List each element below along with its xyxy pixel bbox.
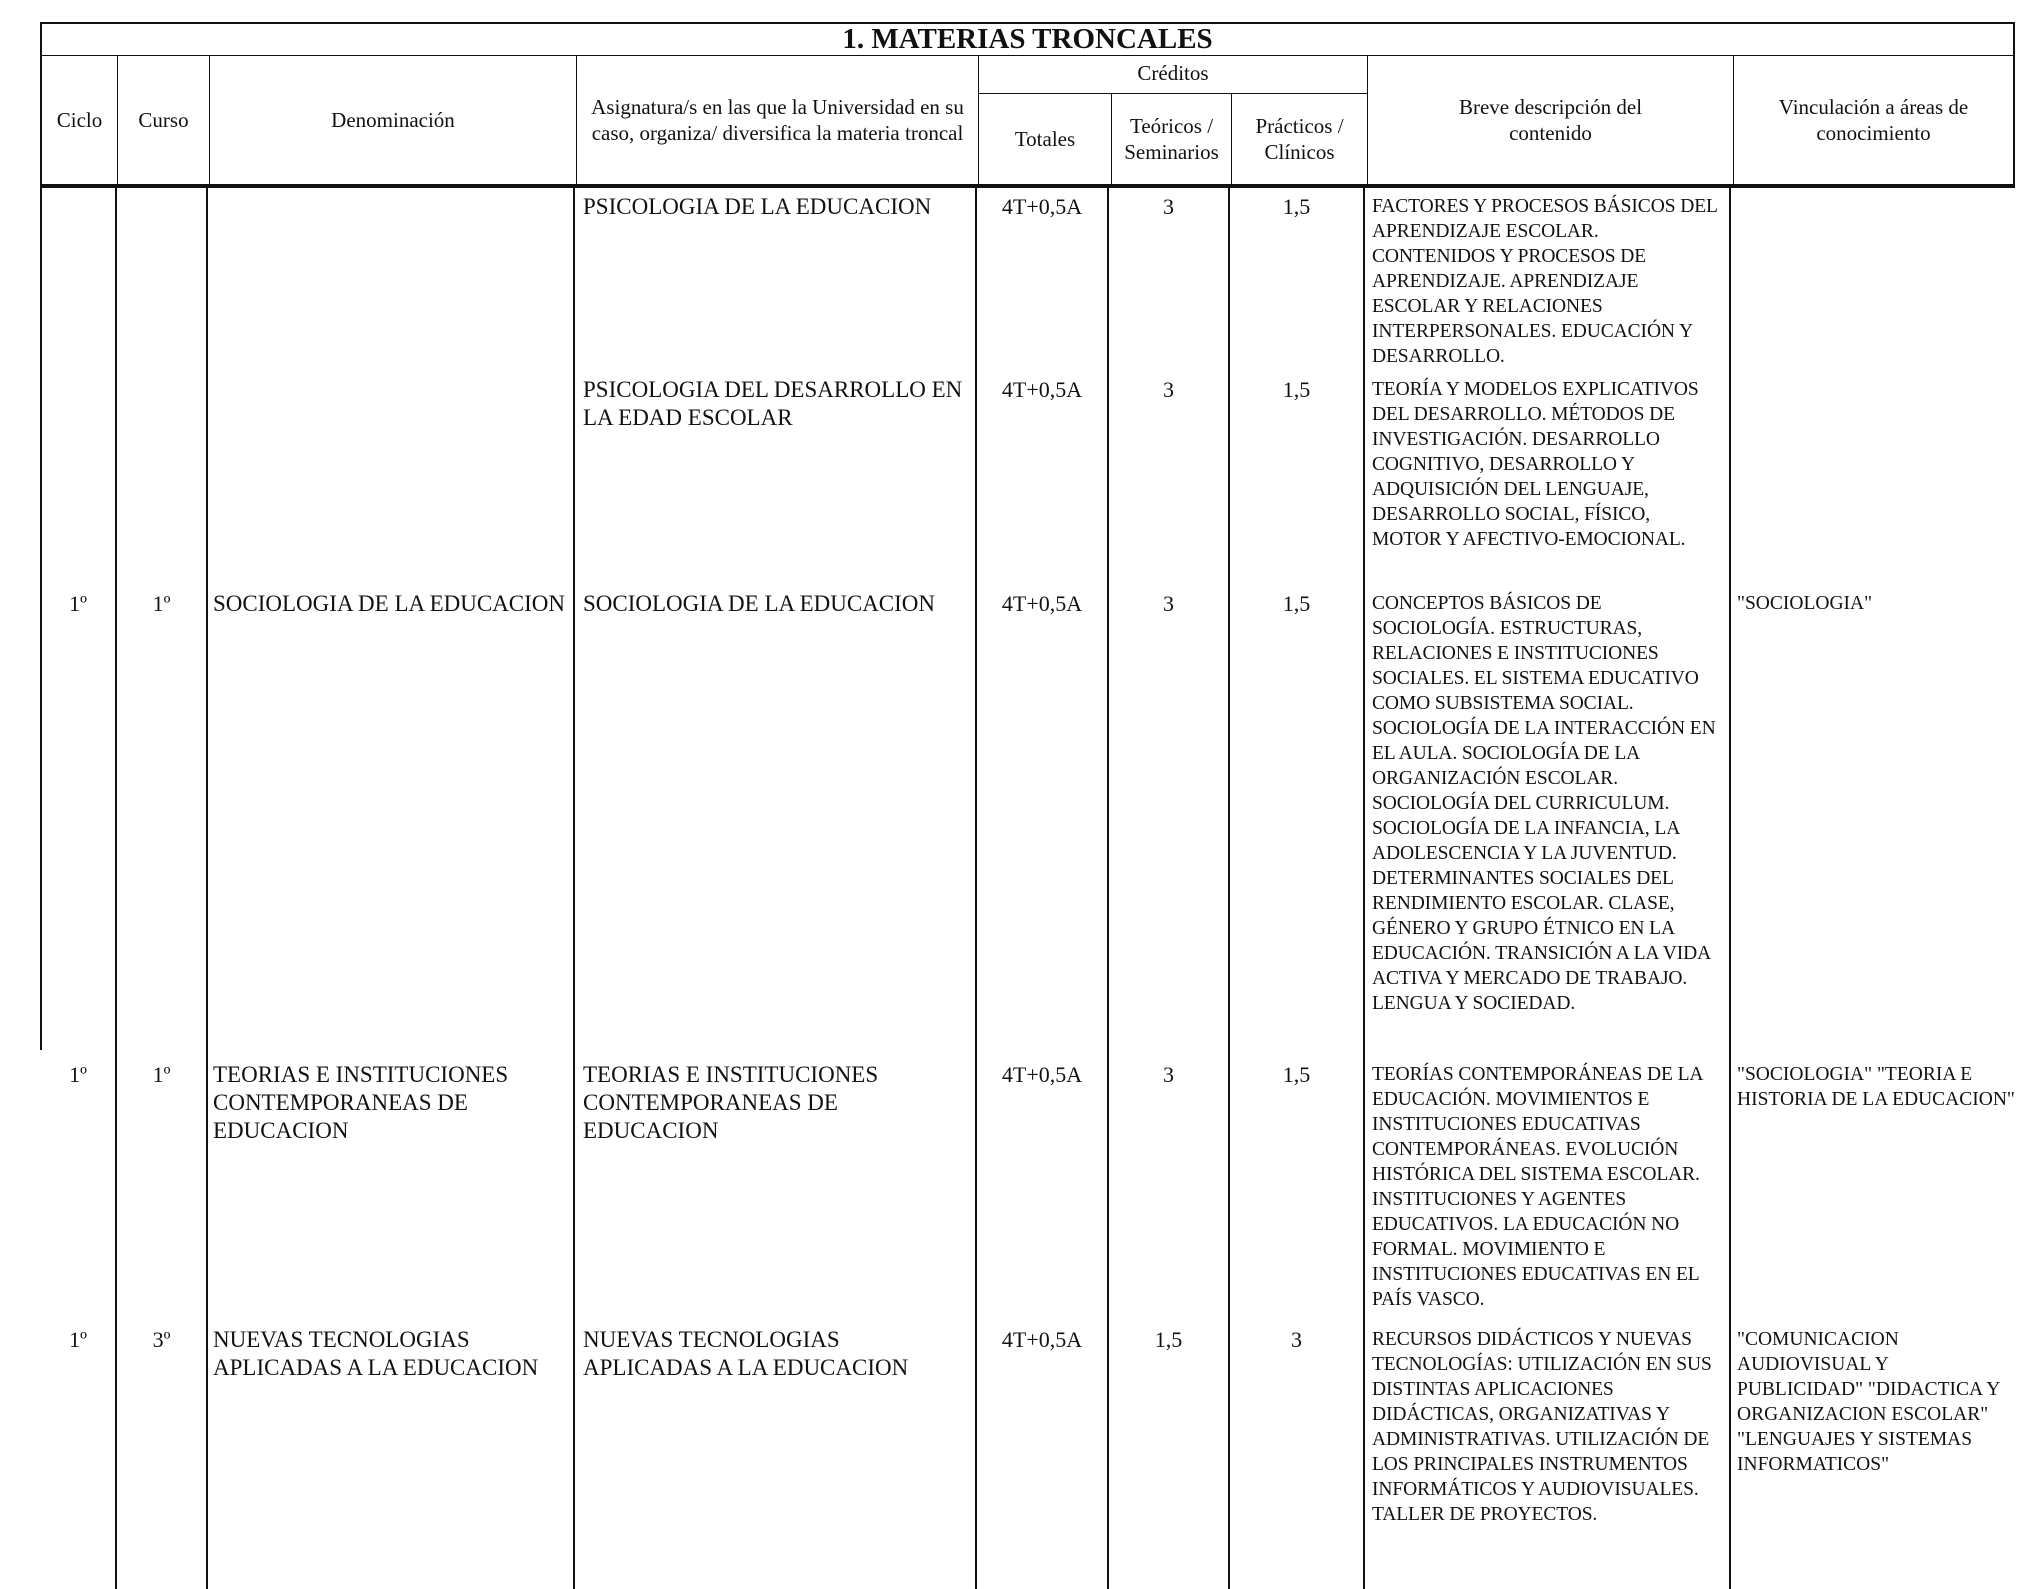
row1-practicos: 1,5 xyxy=(1282,194,1311,219)
body-line-left xyxy=(40,188,42,1050)
row5-curso: 3º xyxy=(152,1327,171,1352)
row3-teoricos: 3 xyxy=(1163,591,1174,616)
row1-totales: 4T+0,5A xyxy=(1001,194,1083,219)
header-descripcion: Breve descripción del contenido xyxy=(1368,56,1734,184)
row4-asignatura: TEORIAS E INSTITUCIONES CONTEMPORANEAS DE EDUCACION xyxy=(583,1062,879,1143)
body-line-descripcion xyxy=(1729,188,1731,1589)
row4-descripcion: TEORÍAS CONTEMPORÁNEAS DE LA EDUCACIÓN. MOVIMIENTOS E INSTITUCIONES EDUCATIVAS CONTEMPORÁNEAS. EVOLUCIÓN HISTÓRICA DEL SISTEMA ESCOLAR. INSTITUCIONES Y AGENTES EDUCATIVOS. LA EDUCACIÓN NO FORMAL. MOVIMIENTO E INSTITUCIONES EDUCATIVAS EN EL PAÍS VASCO. xyxy=(1372,1064,1703,1310)
body-line-ciclo xyxy=(115,188,117,1589)
row2-totales: 4T+0,5A xyxy=(1001,377,1083,402)
row3-asignatura: SOCIOLOGIA DE LA EDUCACION xyxy=(583,591,936,616)
row2-descripcion: TEORÍA Y MODELOS EXPLICATIVOS DEL DESARROLLO. MÉTODOS DE INVESTIGACIÓN. DESARROLLO COGNITIVO, DESARROLLO Y ADQUISICIÓN DEL LENGUAJE, DESARROLLO SOCIAL, FÍSICO, MOTOR Y AFECTIVO-EMOCIONAL. xyxy=(1372,379,1699,550)
row5-asignatura: NUEVAS TECNOLOGIAS APLICADAS A LA EDUCACION xyxy=(583,1327,909,1380)
row4-vinculacion: "SOCIOLOGIA" "TEORIA E HISTORIA DE LA EDUCACION" xyxy=(1737,1064,2015,1110)
header-vinculacion: Vinculación a áreas de conocimiento xyxy=(1778,95,1969,145)
row3-practicos: 1,5 xyxy=(1282,591,1311,616)
row3-vinculacion: "SOCIOLOGIA" xyxy=(1737,593,1873,614)
row3-ciclo: 1º xyxy=(69,591,87,616)
row3-denominacion: SOCIOLOGIA DE LA EDUCACION xyxy=(213,591,566,616)
header-asignatura: Asignatura/s en las que la Universidad en su caso, organiza/ diversifica la materia troncal xyxy=(577,56,979,184)
header-practicos: Prácticos / Clínicos xyxy=(1232,94,1368,184)
row5-teoricos: 1,5 xyxy=(1154,1327,1183,1352)
row3-descripcion: CONCEPTOS BÁSICOS DE SOCIOLOGÍA. ESTRUCTURAS, RELACIONES E INSTITUCIONES SOCIALES. EL SISTEMA EDUCATIVO COMO SUBSISTEMA SOCIAL. SOCIOLOGÍA DE LA INTERACCIÓN EN EL AULA. SOCIOLOGÍA DE LA ORGANIZACIÓN ESCOLAR. SOCIOLOGÍA DEL CURRICULUM. SOCIOLOGÍA DE LA INFANCIA, LA ADOLESCENCIA Y LA JUVENTUD. DETERMINANTES SOCIALES DEL RENDIMIENTO ESCOLAR. CLASE, GÉNERO Y GRUPO ÉTNICO EN LA EDUCACIÓN. TRANSICIÓN A LA VIDA ACTIVA Y MERCADO DE TRABAJO. LENGUA Y SOCIEDAD. xyxy=(1372,593,1716,1014)
row2-teoricos: 3 xyxy=(1163,377,1174,402)
row4-ciclo: 1º xyxy=(69,1062,87,1087)
row4-practicos: 1,5 xyxy=(1282,1062,1311,1087)
row4-teoricos: 3 xyxy=(1163,1062,1174,1087)
header-denominacion: Denominación xyxy=(210,56,577,184)
header-curso: Curso xyxy=(118,56,210,184)
row1-teoricos: 3 xyxy=(1163,194,1174,219)
row3-curso: 1º xyxy=(152,591,171,616)
header-totales: Totales xyxy=(979,94,1112,184)
row4-totales: 4T+0,5A xyxy=(1001,1062,1083,1087)
row2-practicos: 1,5 xyxy=(1282,377,1311,402)
table-title: 1. MATERIAS TRONCALES xyxy=(40,22,2015,56)
body-line-curso xyxy=(206,188,208,1589)
row5-denominacion: NUEVAS TECNOLOGIAS APLICADAS A LA EDUCACION xyxy=(213,1327,539,1380)
row1-asignatura: PSICOLOGIA DE LA EDUCACION xyxy=(583,194,932,219)
row4-curso: 1º xyxy=(152,1062,171,1087)
row5-descripcion: RECURSOS DIDÁCTICOS Y NUEVAS TECNOLOGÍAS: UTILIZACIÓN EN SUS DISTINTAS APLICACIONES DIDÁCTICAS, ORGANIZATIVAS Y ADMINISTRATIVAS. UTILIZACIÓN DE LOS PRINCIPALES INSTRUMENTOS INFORMÁTICOS Y AUDIOVISUALES. TALLER DE PROYECTOS. xyxy=(1372,1329,1712,1525)
body-line-practicos xyxy=(1363,188,1365,1589)
row5-vinculacion: "COMUNICACION AUDIOVISUAL Y PUBLICIDAD" "DIDACTICA Y ORGANIZACION ESCOLAR" "LENGUAJES Y SISTEMAS INFORMATICOS" xyxy=(1737,1329,2000,1475)
row4-denominacion: TEORIAS E INSTITUCIONES CONTEMPORANEAS DE EDUCACION xyxy=(213,1062,509,1143)
row5-practicos: 3 xyxy=(1291,1327,1302,1352)
row1-descripcion: FACTORES Y PROCESOS BÁSICOS DEL APRENDIZAJE ESCOLAR. CONTENIDOS Y PROCESOS DE APRENDIZAJE. APRENDIZAJE ESCOLAR Y RELACIONES INTERPERSONALES. EDUCACIÓN Y DESARROLLO. xyxy=(1372,196,1718,367)
header-teoricos: Teóricos / Seminarios xyxy=(1112,94,1232,184)
row5-totales: 4T+0,5A xyxy=(1001,1327,1083,1352)
table-header xyxy=(40,56,2015,188)
body-line-denominacion xyxy=(573,188,575,1589)
row5-ciclo: 1º xyxy=(69,1327,87,1352)
row3-totales: 4T+0,5A xyxy=(1001,591,1083,616)
header-creditos: Créditos xyxy=(979,56,1368,94)
row2-asignatura: PSICOLOGIA DEL DESARROLLO EN LA EDAD ESCOLAR xyxy=(583,377,963,430)
header-ciclo: Ciclo xyxy=(42,56,118,184)
